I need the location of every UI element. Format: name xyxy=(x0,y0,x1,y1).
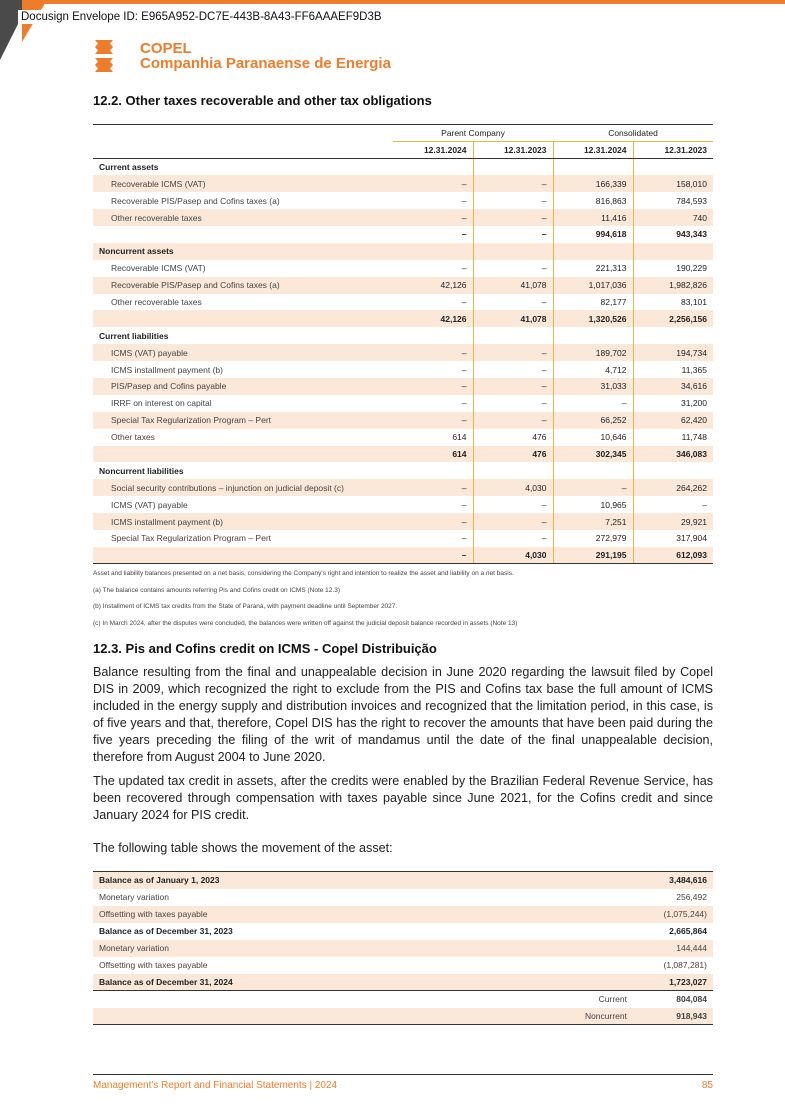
column-group-header: Parent Company xyxy=(393,125,553,142)
cell-value: 4,030 xyxy=(473,479,553,496)
cell-value: 190,229 xyxy=(633,260,713,277)
cell-value: 29,921 xyxy=(633,513,713,530)
balance-row xyxy=(93,872,713,889)
cell-value: – xyxy=(461,263,467,274)
cell-value: 346,083 xyxy=(633,446,713,463)
cell-value: – xyxy=(461,229,467,240)
split-value: 918,943 xyxy=(633,1008,713,1025)
cell-value: 42,126 xyxy=(393,310,473,327)
cell-value: – xyxy=(461,296,467,307)
cell-value: 66,252 xyxy=(553,412,633,429)
cell-value: 82,177 xyxy=(553,294,633,311)
column-header: 12.31.2023 xyxy=(473,142,553,159)
column-header: 12.31.2024 xyxy=(553,142,633,159)
footer-divider xyxy=(93,1074,713,1075)
table-row xyxy=(93,209,713,226)
table-row xyxy=(93,192,713,209)
note-b: (b) Installment of ICMS tax credits from the State of Paraná, with payment deadline until September 2027. xyxy=(93,603,398,610)
row-label: Balance as of December 31, 2023 xyxy=(99,926,233,936)
row-label xyxy=(93,547,393,564)
movement-row xyxy=(93,957,713,974)
cell-value: – xyxy=(473,530,553,547)
row-label: Offsetting with taxes payable xyxy=(93,906,633,923)
section-title-12-2: 12.2. Other taxes recoverable and other tax obligations xyxy=(93,93,432,108)
cell-value: 42,126 xyxy=(393,277,473,294)
cell-value: – xyxy=(393,209,473,226)
cell-value: 943,343 xyxy=(633,226,713,243)
row-label: Other recoverable taxes xyxy=(111,296,202,307)
table-row xyxy=(93,479,713,496)
table-row xyxy=(93,412,713,429)
header-empty xyxy=(93,142,393,159)
cell-value xyxy=(473,243,553,260)
cell-value xyxy=(553,327,633,344)
paragraph: The following table shows the movement of the asset: xyxy=(93,841,393,855)
row-label: Recoverable ICMS (VAT) xyxy=(93,175,393,192)
table-row xyxy=(93,344,713,361)
table-row xyxy=(93,294,713,311)
cell-value: – xyxy=(393,513,473,530)
total-row xyxy=(93,446,713,463)
cell-value xyxy=(553,243,633,260)
cell-value: 194,734 xyxy=(633,344,713,361)
cell-value: – xyxy=(473,226,553,243)
cell-value: 784,593 xyxy=(633,192,713,209)
row-value: (1,087,281) xyxy=(663,960,707,970)
cell-value: – xyxy=(473,192,553,209)
cell-value: 1,017,036 xyxy=(553,277,633,294)
cell-value: – xyxy=(393,344,473,361)
cell-value: 41,078 xyxy=(473,277,553,294)
cell-value xyxy=(393,462,473,479)
logo-full-name: Companhia Paranaense de Energia xyxy=(140,55,391,72)
logo-name: COPEL xyxy=(140,40,192,57)
cell-value: 11,748 xyxy=(633,429,713,446)
row-value: (1,075,244) xyxy=(633,906,713,923)
table-row xyxy=(93,429,713,446)
movement-row xyxy=(93,906,713,923)
row-label: Recoverable PIS/Pasep and Cofins taxes (a) xyxy=(111,195,280,206)
cell-value: 4,712 xyxy=(553,361,633,378)
cell-value: 34,616 xyxy=(633,378,713,395)
section-title-12-3: 12.3. Pis and Cofins credit on ICMS - Copel Distribuição xyxy=(93,641,437,656)
cell-value: – xyxy=(461,364,467,375)
cell-value: – xyxy=(633,496,713,513)
column-group-header: Consolidated xyxy=(553,125,713,142)
cell-value: 614 xyxy=(393,446,473,463)
cell-value: – xyxy=(473,175,553,192)
cell-value xyxy=(393,327,473,344)
row-label: ICMS installment payment (b) xyxy=(111,364,223,375)
row-label: Noncurrent assets xyxy=(93,243,393,260)
asset-movement-table xyxy=(93,871,713,1025)
cell-value: – xyxy=(473,209,553,226)
total-row xyxy=(93,226,713,243)
row-label xyxy=(93,446,393,463)
cell-value: 302,345 xyxy=(553,446,633,463)
cell-value: 291,195 xyxy=(553,547,633,564)
row-label: Current liabilities xyxy=(99,330,169,341)
cell-value: 476 xyxy=(473,429,553,446)
row-label: Offsetting with taxes payable xyxy=(99,960,208,970)
top-accent-bar xyxy=(0,0,785,4)
row-label: Monetary variation xyxy=(99,892,169,902)
cell-value: – xyxy=(553,479,633,496)
footer-title: Management's Report and Financial Statements | 2024 xyxy=(93,1080,338,1091)
cell-value: – xyxy=(473,496,553,513)
copel-logo xyxy=(95,38,391,74)
taxes-table xyxy=(93,124,713,564)
row-label xyxy=(93,226,393,243)
spacer xyxy=(93,1008,191,1025)
cell-value: 612,093 xyxy=(633,547,713,564)
total-row xyxy=(93,310,713,327)
cell-value: 166,339 xyxy=(553,175,633,192)
row-label: Noncurrent liabilities xyxy=(99,465,184,476)
cell-value: – xyxy=(393,175,473,192)
row-label: Recoverable PIS/Pasep and Cofins taxes (a) xyxy=(93,277,393,294)
cell-value: – xyxy=(461,398,467,409)
balance-row xyxy=(93,923,713,940)
row-label: Other recoverable taxes xyxy=(93,209,393,226)
cell-value: 62,420 xyxy=(633,412,713,429)
cell-value: – xyxy=(473,294,553,311)
cell-value: – xyxy=(461,195,467,206)
cell-value: 317,904 xyxy=(633,530,713,547)
cell-value: – xyxy=(473,513,553,530)
row-label: Current assets xyxy=(99,162,159,173)
cell-value: 476 xyxy=(473,446,553,463)
table-row xyxy=(93,378,713,395)
row-label: Social security contributions – injunction on judicial deposit (c) xyxy=(93,479,393,496)
split-value: 804,084 xyxy=(676,994,707,1005)
row-label: Monetary variation xyxy=(93,940,633,957)
paragraph: The updated tax credit in assets, after the credits were enabled by the Brazilian Federal Revenue Service, has been recovered through compensation with taxes payable since June 2021, for the Cofins credit and since January 2024 for PIS credit. xyxy=(93,774,713,822)
cell-value: – xyxy=(461,533,467,544)
table-row xyxy=(93,260,713,277)
table-row xyxy=(93,175,713,192)
balance-row xyxy=(93,974,713,991)
row-value: 1,723,027 xyxy=(633,974,713,991)
movement-row xyxy=(93,940,713,957)
header-empty xyxy=(93,125,393,142)
cell-value xyxy=(393,243,473,260)
row-label: PIS/Pasep and Cofins payable xyxy=(93,378,393,395)
page-number: 85 xyxy=(701,1080,713,1091)
section-header-row xyxy=(93,243,713,260)
cell-value xyxy=(633,243,713,260)
row-label: Balance as of December 31, 2024 xyxy=(93,974,633,991)
note: Asset and liability balances presented on a net basis, considering the Company's right and intention to realize the asset and liability on a net basis. xyxy=(93,570,514,577)
cell-value xyxy=(633,158,713,175)
cell-value xyxy=(473,327,553,344)
cell-value: 41,078 xyxy=(473,310,553,327)
cell-value: 4,030 xyxy=(473,547,553,564)
cell-value: 272,979 xyxy=(553,530,633,547)
cell-value: 11,416 xyxy=(553,209,633,226)
row-value: 144,444 xyxy=(633,940,713,957)
spacer xyxy=(93,991,191,1008)
row-label: ICMS (VAT) payable xyxy=(111,499,188,510)
cell-value: 1,320,526 xyxy=(553,310,633,327)
row-label: Recoverable ICMS (VAT) xyxy=(111,263,206,274)
row-label: ICMS (VAT) payable xyxy=(93,344,393,361)
cell-value: – xyxy=(553,395,633,412)
cell-value: – xyxy=(393,412,473,429)
section-header-row xyxy=(93,327,713,344)
row-label: Special Tax Regularization Program – Pert xyxy=(111,533,272,544)
cell-value: 189,702 xyxy=(553,344,633,361)
cell-value: 221,313 xyxy=(553,260,633,277)
cell-value xyxy=(473,462,553,479)
column-header: 12.31.2024 xyxy=(393,142,473,159)
cell-value: 264,262 xyxy=(633,479,713,496)
section-header-row xyxy=(93,158,713,175)
cell-value: 11,365 xyxy=(633,361,713,378)
cell-value: 2,256,156 xyxy=(633,310,713,327)
row-label: ICMS installment payment (b) xyxy=(93,513,393,530)
movement-row xyxy=(93,889,713,906)
row-label xyxy=(93,310,393,327)
table-date-header-row xyxy=(93,142,713,159)
cell-value: 10,965 xyxy=(553,496,633,513)
cell-value: 31,200 xyxy=(633,395,713,412)
column-header: 12.31.2023 xyxy=(633,142,713,159)
cell-value xyxy=(553,158,633,175)
total-row xyxy=(93,547,713,564)
cell-value: – xyxy=(393,547,473,564)
copel-logo-icon xyxy=(95,38,135,74)
cell-value: 10,646 xyxy=(553,429,633,446)
note-a: (a) The balance contains amounts referring Pis and Cofins credit on ICMS (Note 12.3) xyxy=(93,586,340,594)
row-label: Balance as of January 1, 2023 xyxy=(93,872,633,889)
cell-value: – xyxy=(393,479,473,496)
table-group-header-row xyxy=(93,125,713,142)
paragraph: Balance resulting from the final and unappealable decision in June 2020 regarding the lawsuit filed by Copel DIS in 2009, which recognized the right to exclude from the PIS and Cofins tax base the full amount of ICMS included in the energy supply and distribution invoices and recognized that the limitation period, in this case, is of five years and that, therefore, Copel DIS has the right to recover the amounts that have been paid during the five years preceding the filing of the writ of mandamus until the date of the final unappealable decision, therefore from August 2004 to June 2020. xyxy=(93,665,713,764)
cell-value: 1,982,826 xyxy=(633,277,713,294)
note-c: (c) In March 2024, after the disputes were concluded, the balances were written off against the judicial deposit balance recorded in assets (Note 13) xyxy=(93,619,518,627)
cell-value xyxy=(633,462,713,479)
cell-value xyxy=(553,462,633,479)
row-value: 2,665,864 xyxy=(669,926,707,936)
cell-value: – xyxy=(473,260,553,277)
split-label: Current xyxy=(598,994,627,1005)
split-row xyxy=(93,991,713,1008)
cell-value: 614 xyxy=(452,432,467,443)
cell-value: 7,251 xyxy=(553,513,633,530)
table-row xyxy=(93,530,713,547)
table-notes xyxy=(93,566,517,632)
cell-value xyxy=(393,158,473,175)
cell-value: 158,010 xyxy=(633,175,713,192)
cell-value: – xyxy=(473,395,553,412)
table-row xyxy=(93,361,713,378)
row-label: Special Tax Regularization Program – Pert xyxy=(93,412,393,429)
cell-value: – xyxy=(473,344,553,361)
cell-value xyxy=(633,327,713,344)
cell-value: – xyxy=(473,412,553,429)
docusign-envelope-id: Docusign Envelope ID: E965A952-DC7E-443B-8A43-FF6AAAEF9D3B xyxy=(18,10,385,24)
row-label: IRRF on interest on capital xyxy=(111,398,212,409)
cell-value: 83,101 xyxy=(633,294,713,311)
table-row xyxy=(93,496,713,513)
cell-value: – xyxy=(473,361,553,378)
cell-value: – xyxy=(473,378,553,395)
row-label: Other taxes xyxy=(111,432,155,443)
row-value: 256,492 xyxy=(676,892,707,902)
split-label: Noncurrent xyxy=(191,1008,633,1025)
cell-value: – xyxy=(393,378,473,395)
split-row xyxy=(93,1008,713,1025)
table-row xyxy=(93,395,713,412)
cell-value: – xyxy=(461,499,467,510)
table-row xyxy=(93,513,713,530)
cell-value xyxy=(473,158,553,175)
cell-value: 816,863 xyxy=(553,192,633,209)
section-header-row xyxy=(93,462,713,479)
cell-value: 994,618 xyxy=(553,226,633,243)
row-value: 3,484,616 xyxy=(633,872,713,889)
cell-value: 31,033 xyxy=(553,378,633,395)
cell-value: 740 xyxy=(633,209,713,226)
table-row xyxy=(93,277,713,294)
